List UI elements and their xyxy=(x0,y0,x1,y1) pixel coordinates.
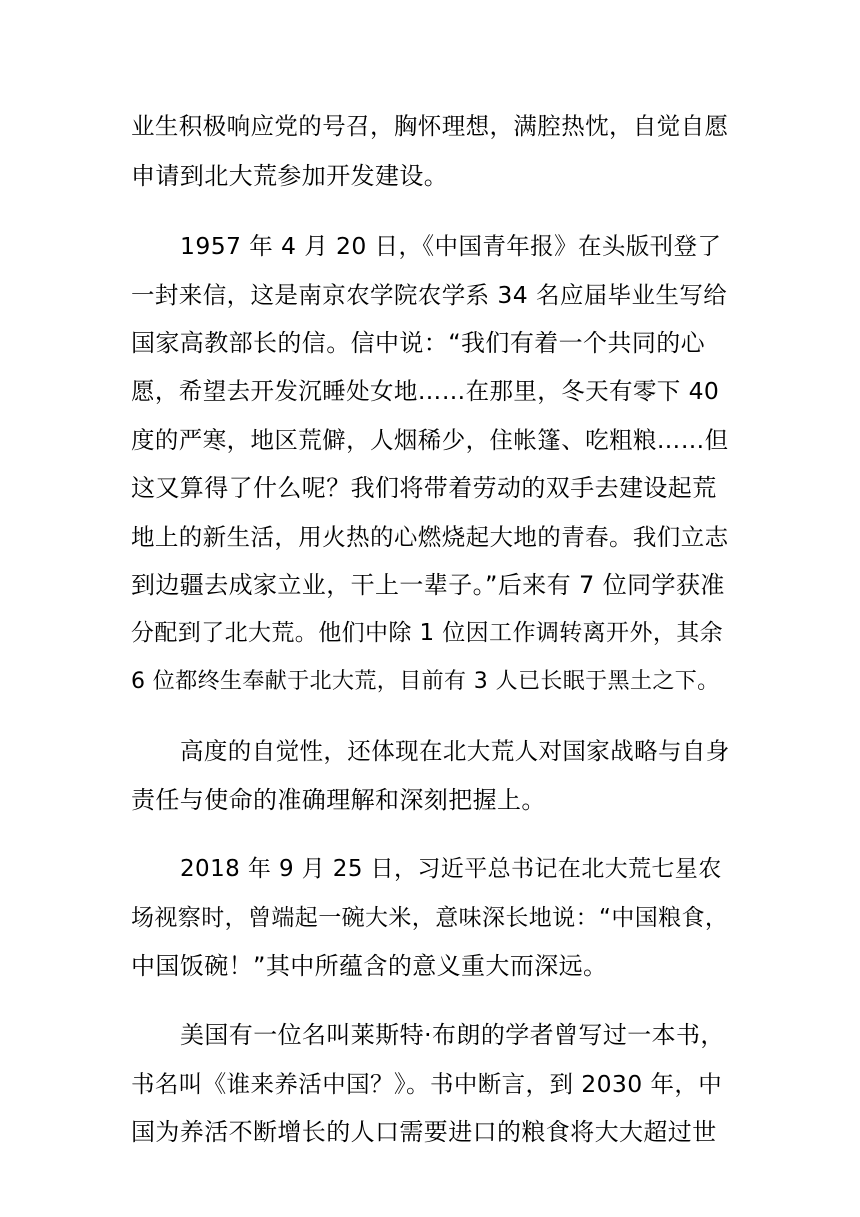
paragraph-4-line-3: 中国饭碗！”其中所蕴含的意义重大而深远。 xyxy=(131,952,608,980)
paragraph-4-line-1: 2018 年 9 月 25 日，习近平总书记在北大荒七星农 xyxy=(180,856,722,882)
paragraph-5-line-1: 美国有一位名叫莱斯特·布朗的学者曾写过一本书， xyxy=(180,1021,725,1049)
paragraph-4-line-2: 场视察时，曾端起一碗大米，意味深长地说：“中国粮食， xyxy=(131,905,729,931)
paragraph-3-line-2: 责任与使命的准确理解和深刻把握上。 xyxy=(131,786,546,814)
paragraph-5-line-3: 国为养活不断增长的人口需要进口的粮食将大大超过世 xyxy=(131,1118,717,1146)
paragraph-1-line-2: 申请到北大荒参加开发建设。 xyxy=(131,162,449,190)
paragraph-2-line-9: 分配到了北大荒。他们中除 1 位因工作调转离开外，其余 xyxy=(131,620,724,646)
paragraph-2-line-1: 1957 年 4 月 20 日，《中国青年报》在头版刊登了 xyxy=(180,232,722,260)
paragraph-1-line-1: 业生积极响应党的号召，胸怀理想，满腔热忱，自觉自愿 xyxy=(131,112,729,140)
paragraph-2-line-7: 地上的新生活，用火热的心燃烧起大地的青春。我们立志 xyxy=(131,523,729,551)
paragraph-2-line-2: 一封来信，这是南京农学院农学系 34 名应届毕业生写给 xyxy=(131,281,728,309)
paragraph-2-line-10: 6 位都终生奉献于北大荒，目前有 3 人已长眠于黑土之下。 xyxy=(131,669,720,694)
paragraph-3-line-1: 高度的自觉性，还体现在北大荒人对国家战略与自身 xyxy=(180,737,730,765)
paragraph-2-line-4: 愿，希望去开发沉睡处女地……在那里，冬天有零下 40 xyxy=(131,377,720,405)
paragraph-2-line-6: 这又算得了什么呢？我们将带着劳动的双手去建设起荒 xyxy=(131,474,717,502)
paragraph-2-line-3: 国家高教部长的信。信中说：“我们有着一个共同的心 xyxy=(131,329,706,357)
paragraph-5-line-2: 书名叫《谁来养活中国？》。书中断言，到 2030 年，中 xyxy=(131,1070,723,1098)
paragraph-2-line-8: 到边疆去成家立业，干上一辈子。”后来有 7 位同学获准 xyxy=(131,571,725,599)
paragraph-2-line-5: 度的严寒，地区荒僻，人烟稀少，住帐篷、吃粗粮……但 xyxy=(131,426,729,454)
